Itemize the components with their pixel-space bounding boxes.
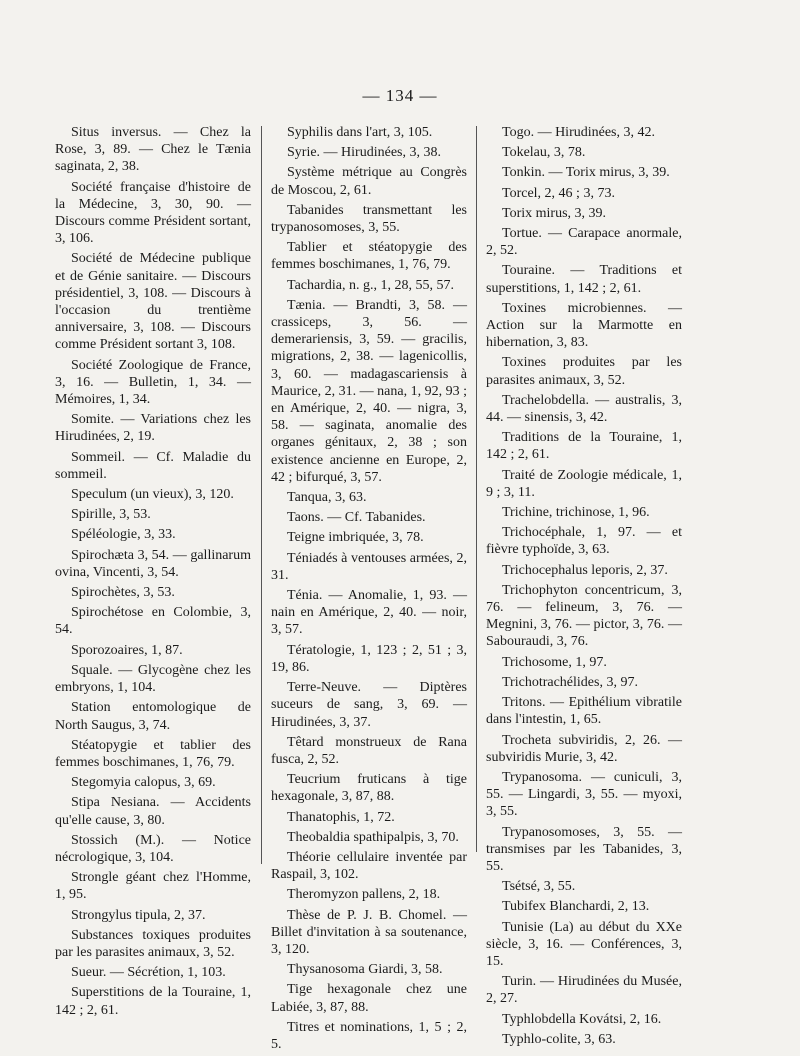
index-entry: Trichotrachélides, 3, 97.: [502, 674, 638, 690]
index-entry: Situs inversus. — Chez la Rose, 3, 89. — Chez le Tænia saginata, 2, 38.: [55, 125, 251, 175]
index-entry: Stegomyia calopus, 3, 69.: [71, 775, 216, 791]
index-entry: Trichophyton concentricum, 3, 76. — felineum, 3, 76. — Megnini, 3, 76. — pictor, 3, 76. — Sabouraudi, 3, 76.: [486, 582, 682, 650]
index-entry: Thanatophis, 1, 72.: [287, 809, 395, 825]
index-entry: Tonkin. — Torix mirus, 3, 39.: [502, 165, 670, 181]
index-entry: Spirochæta 3, 54. — gallinarum ovina, Vincenti, 3, 54.: [55, 547, 251, 580]
index-entry: Stipa Nesiana. — Accidents qu'elle cause, 3, 80.: [55, 795, 251, 828]
index-entry: Ténia. — Anomalie, 1, 93. — nain en Amérique, 2, 40. — noir, 3, 57.: [271, 588, 467, 638]
index-entry: Tokelau, 3, 78.: [502, 145, 586, 161]
index-entry: Tablier et stéatopygie des femmes boschimanes, 1, 76, 79.: [271, 240, 467, 273]
index-entry: Somite. — Variations chez les Hirudinées, 2, 19.: [55, 412, 251, 445]
index-entry: Squale. — Glycogène chez les embryons, 1, 104.: [55, 662, 251, 696]
index-entry: Sueur. — Sécrétion, 1, 103.: [71, 965, 226, 981]
index-entry: Torcel, 2, 46 ; 3, 73.: [502, 185, 615, 201]
index-entry: Typhlo-colite, 3, 63.: [502, 1031, 616, 1047]
index-entry: Touraine. — Traditions et superstitions, 1, 142 ; 2, 61.: [486, 263, 682, 296]
index-entry: Société de Médecine publique et de Génie sanitaire. — Discours présidentiel, 3, 108. — Discours à l'occasion du trentième anniversaire, 3, 108. — Discours comme Président sortant 3, 108.: [55, 251, 251, 353]
index-entry: Thèse de P. J. B. Chomel. — Billet d'invitation à sa soutenance, 3, 120.: [271, 907, 467, 957]
index-entry: Spirochètes, 3, 53.: [71, 585, 175, 601]
index-entry: Société française d'histoire de la Médecine, 3, 30, 90. — Discours comme Président sortant, 3, 106.: [55, 179, 251, 247]
index-entry: Tachardia, n. g., 1, 28, 55, 57.: [287, 277, 454, 293]
index-entry: Tænia. — Brandti, 3, 58. — crassiceps, 3, 56. — demerariensis, 3, 59. — gracilis, migrations, 2, 38. — lagenicollis, 3, 60. — madagascariensis à Maurice, 2, 31. — nana, 1, 92, 93 ; en Amérique, 2, 40. — nigra, 3, 58. — saginata, anomalie des organes génitaux, 2, 38 ; son existence ancienne en Europe, 2, 42 ; bifurqué, 3, 57.: [271, 297, 467, 485]
index-entry: Têtard monstrueux de Rana fusca, 2, 52.: [271, 734, 467, 767]
index-entry: Trichocéphale, 1, 97. — et fièvre typhoïde, 3, 63.: [486, 525, 682, 558]
index-entry: Theobaldia spathipalpis, 3, 70.: [287, 829, 459, 845]
index-entry: Typhlobdella Kovátsi, 2, 16.: [502, 1011, 662, 1027]
index-entry: Trypanosomoses, 3, 55. — transmises par les Tabanides, 3, 55.: [486, 824, 682, 874]
index-entry: Stossich (M.). — Notice nécrologique, 3, 104.: [55, 832, 251, 865]
page-number: — 134 —: [362, 86, 438, 105]
index-entry: Société Zoologique de France, 3, 16. — Bulletin, 1, 34. — Mémoires, 1, 34.: [55, 357, 251, 408]
index-entry: Tubifex Blanchardi, 2, 13.: [502, 899, 650, 915]
index-entry: Système métrique au Congrès de Moscou, 2, 61.: [271, 165, 467, 198]
index-column-3: [486, 124, 682, 1051]
index-entry: Teigne imbriquée, 3, 78.: [287, 530, 424, 546]
index-entry: Trichocephalus leporis, 2, 37.: [502, 562, 668, 578]
index-entry: Speculum (un vieux), 3, 120.: [71, 487, 234, 503]
index-entry: Tsétsé, 3, 55.: [502, 879, 576, 895]
index-entry: Sporozoaires, 1, 87.: [71, 642, 183, 658]
index-entry: Taons. — Cf. Tabanides.: [287, 510, 426, 526]
index-entry: Spirille, 3, 53.: [71, 507, 151, 523]
index-entry: Toxines microbiennes. — Action sur la Marmotte en hibernation, 3, 83.: [486, 300, 682, 351]
index-entry: Syphilis dans l'art, 3, 105.: [287, 125, 433, 140]
column-divider: [261, 126, 262, 864]
index-entry: Théorie cellulaire inventée par Raspail, 3, 102.: [271, 849, 467, 883]
index-entry: Spirochétose en Colombie, 3, 54.: [55, 605, 251, 638]
index-entry: Tanqua, 3, 63.: [287, 490, 367, 506]
index-entry: Trypanosoma. — cuniculi, 3, 55. — Lingardi, 3, 55. — myoxi, 3, 55.: [486, 769, 682, 820]
index-entry: Strongylus tipula, 2, 37.: [71, 907, 206, 923]
index-entry: Teucrium fruticans à tige hexagonale, 3, 87, 88.: [271, 772, 467, 805]
index-entry: Trachelobdella. — australis, 3, 44. — sinensis, 3, 42.: [486, 392, 682, 426]
index-entry: Togo. — Hirudinées, 3, 42.: [502, 125, 656, 140]
index-entry: Téniadés à ventouses armées, 2, 31.: [271, 550, 467, 583]
index-column-1: [55, 124, 251, 1022]
index-entry: Syrie. — Hirudinées, 3, 38.: [287, 145, 441, 161]
index-entry: Tabanides transmettant les trypanosomoses, 3, 55.: [271, 202, 467, 236]
index-entry: Torix mirus, 3, 39.: [502, 205, 607, 221]
index-entry: Traditions de la Touraine, 1, 142 ; 2, 61.: [486, 430, 682, 463]
index-entry: Titres et nominations, 1, 5 ; 2, 5.: [271, 1019, 467, 1052]
index-entry: Tératologie, 1, 123 ; 2, 51 ; 3, 19, 86.: [271, 642, 467, 675]
index-entry: Trocheta subviridis, 2, 26. — subviridis Murie, 3, 42.: [486, 732, 682, 765]
index-entry: Theromyzon pallens, 2, 18.: [287, 887, 441, 903]
column-divider: [476, 126, 477, 852]
index-entry: Turin. — Hirudinées du Musée, 2, 27.: [486, 974, 682, 1007]
index-column-2: [271, 124, 467, 1056]
index-entry: Stéatopygie et tablier des femmes boschimanes, 1, 76, 79.: [55, 737, 251, 770]
index-entry: Trichine, trichinose, 1, 96.: [502, 505, 650, 521]
index-entry: Traité de Zoologie médicale, 1, 9 ; 3, 11.: [486, 467, 682, 500]
index-entry: Tortue. — Carapace anormale, 2, 52.: [486, 226, 682, 259]
index-entry: Tige hexagonale chez une Labiée, 3, 87, 88.: [271, 982, 467, 1015]
index-entry: Tritons. — Epithélium vibratile dans l'intestin, 1, 65.: [486, 695, 682, 728]
index-entry: Spéléologie, 3, 33.: [71, 527, 176, 543]
index-entry: Station entomologique de North Saugus, 3, 74.: [55, 700, 251, 733]
index-entry: Thysanosoma Giardi, 3, 58.: [287, 962, 443, 978]
index-entry: Trichosome, 1, 97.: [502, 654, 607, 670]
index-entry: Toxines produites par les parasites animaux, 3, 52.: [486, 355, 682, 388]
index-entry: Substances toxiques produites par les parasites animaux, 3, 52.: [55, 927, 251, 960]
index-entry: Sommeil. — Cf. Maladie du sommeil.: [55, 449, 251, 482]
index-entry: Superstitions de la Touraine, 1, 142 ; 2, 61.: [55, 985, 251, 1018]
index-entry: Terre-Neuve. — Diptères suceurs de sang, 3, 69. — Hirudinées, 3, 37.: [271, 680, 467, 730]
index-entry: Strongle géant chez l'Homme, 1, 95.: [55, 870, 251, 903]
index-entry: Tunisie (La) au début du XXe siècle, 3, 16. — Conférences, 3, 15.: [486, 919, 682, 969]
